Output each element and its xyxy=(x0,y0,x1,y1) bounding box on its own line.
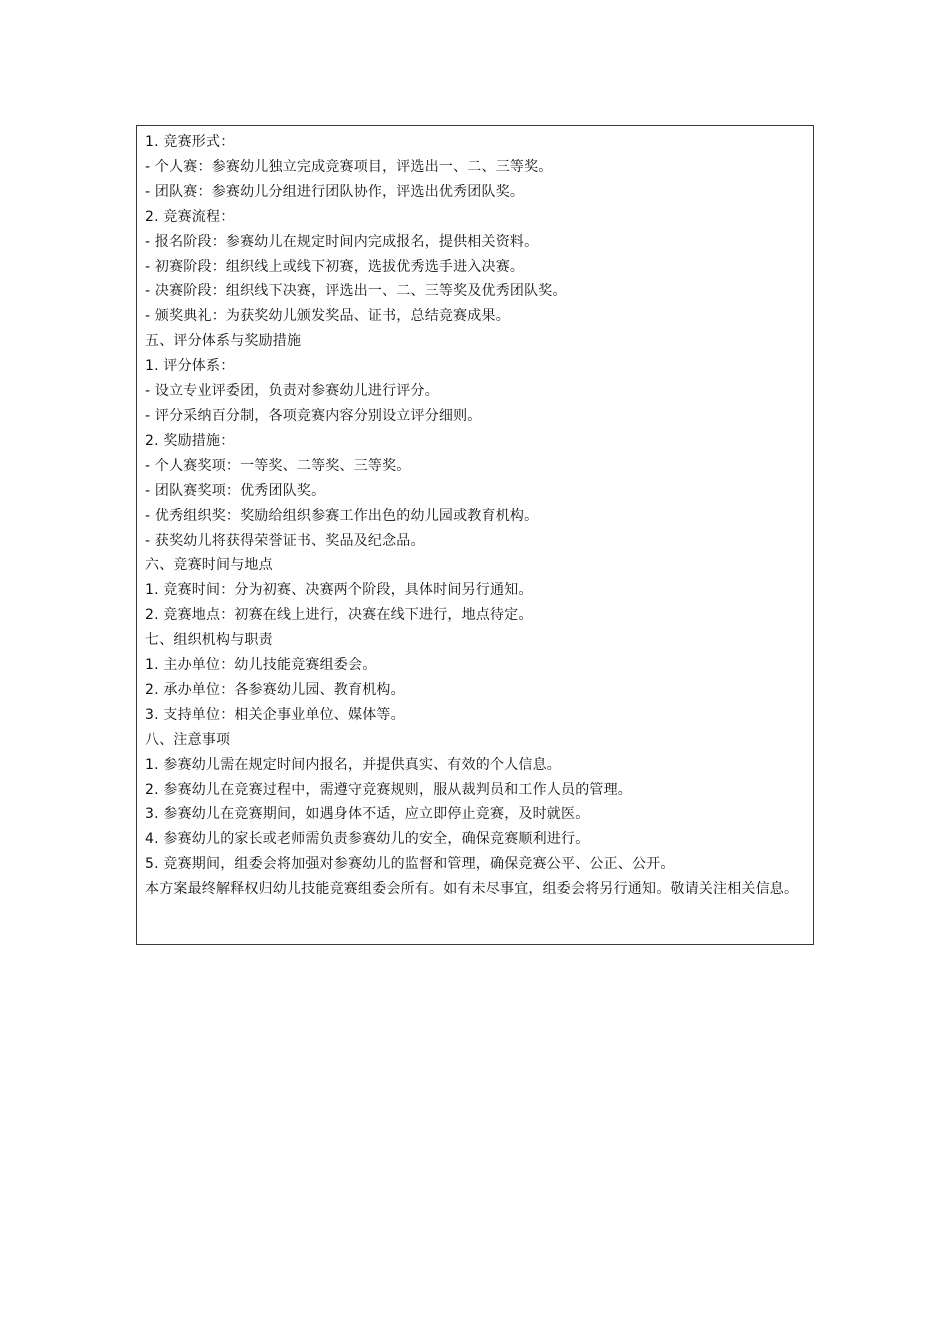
text-line: 3. 参赛幼儿在竞赛期间，如遇身体不适，应立即停止竞赛，及时就医。 xyxy=(145,806,590,823)
text-line: 1. 参赛幼儿需在规定时间内报名，并提供真实、有效的个人信息。 xyxy=(145,756,562,773)
text-line: 2. 承办单位：各参赛幼儿园、教育机构。 xyxy=(145,681,405,698)
text-line: 5. 竞赛期间，组委会将加强对参赛幼儿的监督和管理，确保竞赛公平、公正、公开。 xyxy=(145,856,675,873)
document-content-box xyxy=(136,125,814,945)
section-heading: 七、组织机构与职责 xyxy=(145,632,273,649)
text-line: - 评分采纳百分制，各项竞赛内容分别设立评分细则。 xyxy=(145,407,482,424)
text-line: - 决赛阶段：组织线下决赛，评选出一、二、三等奖及优秀团队奖。 xyxy=(145,283,567,300)
text-line: - 个人赛奖项：一等奖、二等奖、三等奖。 xyxy=(145,457,411,474)
text-line: - 设立专业评委团，负责对参赛幼儿进行评分。 xyxy=(145,383,439,400)
text-line: 2. 竞赛流程： xyxy=(145,208,235,225)
text-line: 1. 主办单位：幼儿技能竞赛组委会。 xyxy=(145,657,377,674)
closing-paragraph: 本方案最终解释权归幼儿技能竞赛组委会所有。如有未尽事宜，组委会将另行通知。敬请关注相关信息。 xyxy=(145,881,799,898)
text-line: - 团队赛奖项：优秀团队奖。 xyxy=(145,482,326,499)
section-heading: 五、评分体系与奖励措施 xyxy=(145,333,302,350)
text-line: - 初赛阶段：组织线上或线下初赛，选拔优秀选手进入决赛。 xyxy=(145,258,525,275)
section-heading: 六、竞赛时间与地点 xyxy=(145,557,273,574)
text-line: - 团队赛：参赛幼儿分组进行团队协作，评选出优秀团队奖。 xyxy=(145,183,525,200)
text-line: 1. 竞赛时间：分为初赛、决赛两个阶段，具体时间另行通知。 xyxy=(145,582,533,599)
text-line: - 报名阶段：参赛幼儿在规定时间内完成报名，提供相关资料。 xyxy=(145,233,539,250)
text-line: - 个人赛：参赛幼儿独立完成竞赛项目，评选出一、二、三等奖。 xyxy=(145,158,553,175)
section-heading: 八、注意事项 xyxy=(145,731,231,748)
text-line: 2. 参赛幼儿在竞赛过程中，需遵守竞赛规则，服从裁判员和工作人员的管理。 xyxy=(145,781,633,798)
text-line: 2. 竞赛地点：初赛在线上进行，决赛在线下进行，地点待定。 xyxy=(145,607,533,624)
text-line: - 优秀组织奖：奖励给组织参赛工作出色的幼儿园或教育机构。 xyxy=(145,507,539,524)
text-line: 2. 奖励措施： xyxy=(145,432,235,449)
text-line: 1. 评分体系： xyxy=(145,358,235,375)
text-line: 3. 支持单位：相关企事业单位、媒体等。 xyxy=(145,706,405,723)
text-line: 4. 参赛幼儿的家长或老师需负责参赛幼儿的安全，确保竞赛顺利进行。 xyxy=(145,831,590,848)
text-line: - 获奖幼儿将获得荣誉证书、奖品及纪念品。 xyxy=(145,532,425,549)
text-line: - 颁奖典礼：为获奖幼儿颁发奖品、证书，总结竞赛成果。 xyxy=(145,308,510,325)
text-line: 1. 竞赛形式： xyxy=(145,134,235,150)
